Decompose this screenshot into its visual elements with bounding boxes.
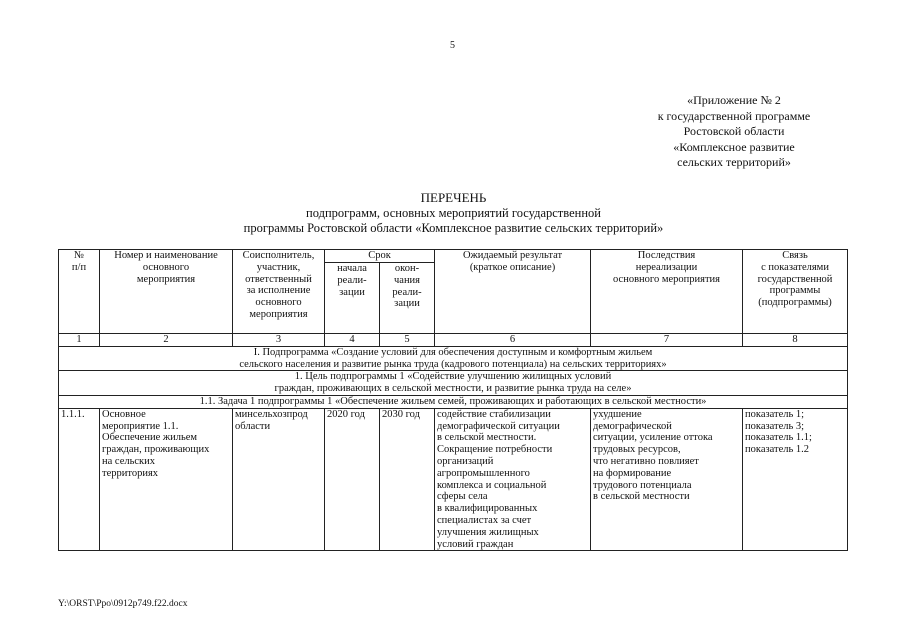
column-number: 7 [591, 334, 743, 347]
table-row [59, 408, 848, 551]
appendix-line-5: сельских территорий» [677, 155, 791, 169]
task-section: 1.1. Задача 1 подпрограммы 1 «Обеспечение жильем семей, проживающих и работающих в сельской местности» [59, 395, 848, 408]
column-number: 3 [233, 334, 325, 347]
document-title [150, 190, 757, 237]
header-consequences: Последствия нереализации основного мероприятия [591, 250, 743, 334]
column-number: 6 [435, 334, 591, 347]
appendix-line-1: «Приложение № 2 [687, 93, 781, 107]
page-number: 5 [450, 40, 455, 51]
header-term: Срок [325, 250, 435, 263]
table-header-row [59, 250, 848, 263]
column-number: 1 [59, 334, 100, 347]
file-path-footer: Y:\ORST\Ppo\0912p749.f22.docx [58, 599, 188, 609]
row-measure-name: Основное мероприятие 1.1. Обеспечение жильем граждан, проживающих на сельских территориях [100, 408, 233, 551]
header-indicators: Связь с показателями государственной программы (подпрограммы) [743, 250, 848, 334]
column-number: 5 [380, 334, 435, 347]
row-executor: минсельхозпрод области [233, 408, 325, 551]
row-end: 2030 год [380, 408, 435, 551]
header-term-end: окон- чания реали- зации [380, 263, 435, 334]
column-number: 4 [325, 334, 380, 347]
appendix-line-4: «Комплексное развитие [673, 139, 795, 154]
appendix-line-2: к государственной программе [657, 108, 811, 123]
row-start: 2020 год [325, 408, 380, 551]
section-row [59, 371, 848, 396]
column-number-row [59, 334, 848, 347]
appendix-line-3: Ростовской области [683, 124, 785, 138]
section-row [59, 395, 848, 408]
title-line-3: программы Ростовской области «Комплексное развитие сельских территорий» [243, 221, 664, 235]
title-heading: ПЕРЕЧЕНЬ [420, 190, 487, 205]
subprogram-section: I. Подпрограмма «Создание условий для обеспечения доступным и комфортным жильем сельского населения и развитие рынка труда (кадрового потенциала) на сельских территориях» [59, 346, 848, 371]
goal-section: 1. Цель подпрограммы 1 «Содействие улучшению жилищных условий граждан, проживающих в сельской местности, и развитие рынка труда на селе» [59, 371, 848, 396]
column-number: 8 [743, 334, 848, 347]
section-row [59, 346, 848, 371]
header-number: № п/п [59, 250, 100, 334]
column-number: 2 [100, 334, 233, 347]
header-executor: Соисполнитель, участник, ответственный за исполнение основного мероприятия [233, 250, 325, 334]
measures-table [58, 249, 848, 551]
row-number: 1.1.1. [59, 408, 100, 551]
appendix-header [600, 93, 868, 171]
row-consequences: ухудшение демографической ситуации, усиление оттока трудовых ресурсов, что негативно повлияет на формирование трудового потенциала в сельской местности [591, 408, 743, 551]
row-expected-result: содействие стабилизации демографической ситуации в сельской местности. Сокращение потребности организаций агропромышленного комплекса и социальной сферы села в квалифицированных специалистах за счет улучшения жилищных условий граждан [435, 408, 591, 551]
header-term-start: начала реали- зации [325, 263, 380, 334]
header-expected-result: Ожидаемый результат (краткое описание) [435, 250, 591, 334]
row-indicators: показатель 1; показатель 3; показатель 1.1; показатель 1.2 [743, 408, 848, 551]
header-measure-name: Номер и наименование основного мероприятия [100, 250, 233, 334]
title-line-2: подпрограмм, основных мероприятий государственной [306, 205, 601, 220]
